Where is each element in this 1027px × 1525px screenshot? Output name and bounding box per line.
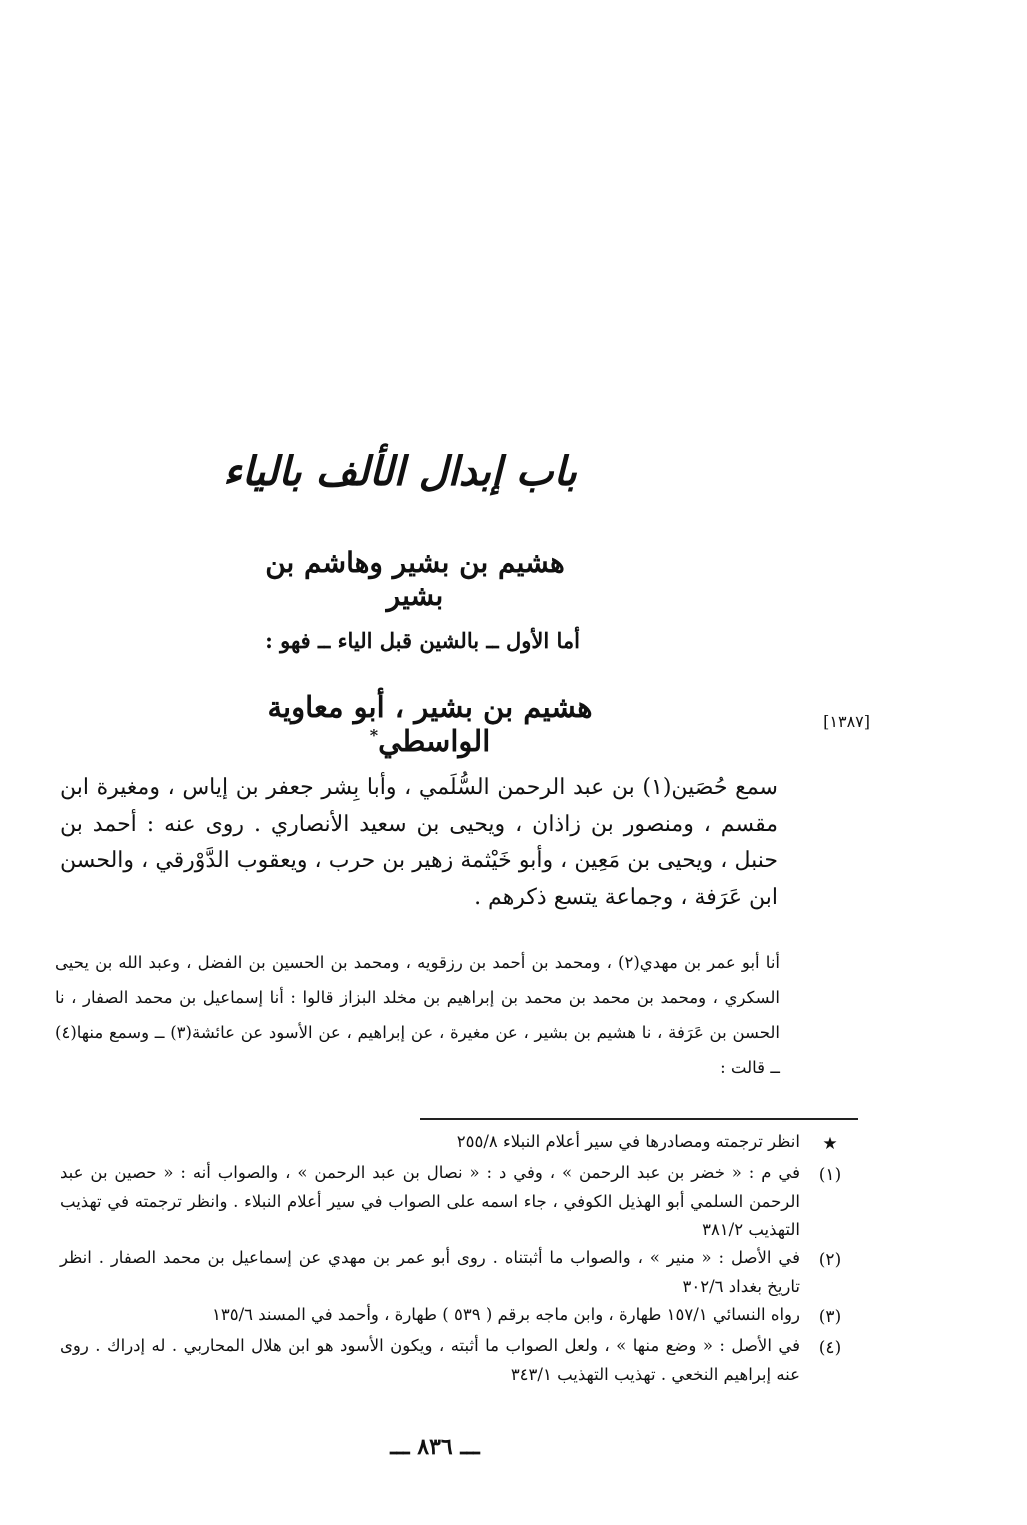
chapter-title: باب إبدال الألف بالياء bbox=[223, 448, 577, 495]
footnote-4 bbox=[60, 1332, 860, 1389]
entry-heading-marker: * bbox=[369, 725, 379, 745]
footnote-text: في الأصل : « وضع منها » ، ولعل الصواب ما أثبته ، ويكون الأسود هو ابن هلال المحاربي . له إدراك . روى عنه إبراهيم النخعي . تهذيب التهذيب ٣٤٣/١ bbox=[60, 1336, 800, 1384]
footnote-marker: ★ bbox=[822, 1134, 838, 1154]
section-subtitle: أما الأول ــ بالشين قبل الياء ــ فهو : bbox=[265, 628, 580, 653]
footnote-text: رواه النسائي ١٥٧/١ طهارة ، وابن ماجه برقم ( ٥٣٩ ) طهارة ، وأحمد في المسند ١٣٥/٦ bbox=[212, 1305, 800, 1325]
biography-text: سمع حُصَين(١) بن عبد الرحمن السُّلَمي ، وأبا بِشر جعفر بن إياس ، ومغيرة ابن مقسم ، ومنصور بن زاذان ، ويحيى بن سعيد الأنصاري . روى عنه : أحمد بن حنبل ، ويحيى بن مَعِين ، وأبو خَيْثمة زهير بن حرب ، ويعقوب الدَّوْرقي ، والحسن ابن عَرَفة ، وجماعة يتسع ذكرهم . bbox=[60, 775, 778, 910]
footnote-marker: (٢) bbox=[818, 1250, 842, 1271]
page-number: ـــ ٨٣٦ ـــ bbox=[390, 1434, 480, 1460]
isnad-block bbox=[55, 946, 780, 1086]
entry-heading-text: هشيم بن بشير ، أبو معاوية الواسطي bbox=[267, 690, 593, 758]
footnote-1 bbox=[60, 1159, 860, 1244]
biography-paragraph bbox=[60, 770, 778, 916]
footnotes bbox=[60, 1128, 860, 1389]
footnote-marker: (١) bbox=[818, 1165, 842, 1186]
footnote-marker: (٣) bbox=[818, 1307, 842, 1328]
footnote-2 bbox=[60, 1244, 860, 1301]
isnad-text: أنا أبو عمر بن مهدي(٢) ، ومحمد بن أحمد بن رزقويه ، ومحمد بن الحسين بن الفضل ، وعبد الله بن يحيى السكري ، ومحمد بن محمد بن محمد بن إبراهيم بن مخلد البزاز قالوا : أنا إسماعيل بن محمد الصفار ، نا الحسن بن عَرَفة ، نا هشيم بن بشير ، عن مغيرة ، عن إبراهيم ، عن الأسود عن عائشة(٣) ــ وسمع منها(٤) ــ قالت : bbox=[55, 953, 780, 1077]
footnote-3 bbox=[60, 1301, 860, 1332]
footnote-divider bbox=[420, 1118, 858, 1120]
entry-number: [١٣٨٧] bbox=[823, 712, 870, 731]
footnote-marker: (٤) bbox=[818, 1338, 842, 1359]
footnote-text: في م : « خضر بن عبد الرحمن » ، وفي د : « نصال بن عبد الرحمن » ، والصواب أنه : « حصين بن عبد الرحمن السلمي أبو الهذيل الكوفي ، جاء اسمه على الصواب في سير أعلام النبلاء . وانظر ترجمته في تهذيب التهذيب ٣٨١/٢ bbox=[60, 1163, 800, 1239]
section-title: هشيم بن بشير وهاشم بن بشير bbox=[265, 546, 565, 612]
footnote-star bbox=[60, 1128, 860, 1159]
footnote-text: انظر ترجمته ومصادرها في سير أعلام النبلاء ٢٥٥/٨ bbox=[456, 1132, 800, 1151]
footnote-text: في الأصل : « منير » ، والصواب ما أثبتناه . روى أبو عمر بن مهدي عن إسماعيل بن محمد الصفار . انظر تاريخ بغداد ٣٠٢/٦ bbox=[60, 1248, 800, 1296]
entry-heading bbox=[230, 690, 630, 758]
